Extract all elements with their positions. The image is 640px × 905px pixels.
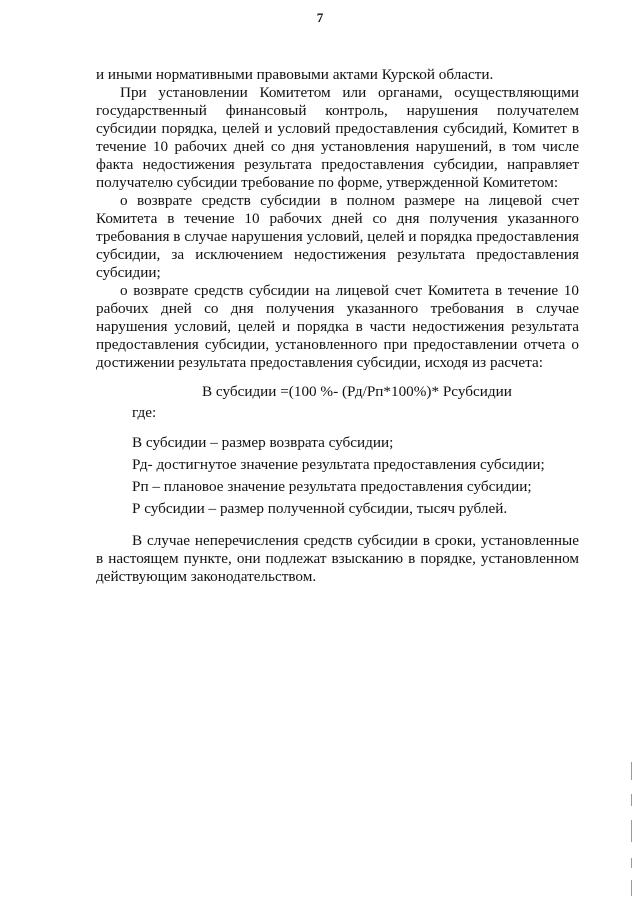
paragraph-1: и иными нормативными правовыми актами Курской области. xyxy=(96,66,494,83)
paragraph-2: При установлении Комитетом или органами, осуществляющими государственный финансовый контроль, нарушения получателем субсидии порядка, целей и условий предоставления субсидий, Комитет в течение 10 рабочих дней со дня установления нарушений, в том числе факта недостижения результата предоставления субсидии, направляет получателю субсидии требование по форме, утвержденной Комитетом: xyxy=(96,84,579,191)
where-label: где: xyxy=(132,404,157,421)
refund-formula: В субсидии =(100 %- (Рд/Рп*100%)* Рсубсидии xyxy=(202,383,512,400)
scan-edge-marks xyxy=(631,762,633,902)
paragraph-4: о возврате средств субсидии на лицевой счет Комитета в течение 10 рабочих дней со дня получения указанного требования в случае нарушения условий, целей и порядка в части недостижения результата предоставления субсидии, установленного при предоставлении отчета о достижении результата предоставления субсидии, исходя из расчета: xyxy=(96,282,579,371)
definition-item: Рд- достигнутое значение результата предоставления субсидии; xyxy=(132,456,545,473)
closing-paragraph: В случае неперечисления средств субсидии в сроки, установленные в настоящем пункте, они подлежат взысканию в порядке, установленном действующим законодательством. xyxy=(96,532,579,585)
definition-item: Рп – плановое значение результата предоставления субсидии; xyxy=(132,478,532,495)
definitions-list xyxy=(132,432,545,520)
paragraph-3: о возврате средств субсидии в полном размере на лицевой счет Комитета в течение 10 рабочих дней со дня получения указанного требования в случае нарушения условий, целей и порядка предоставления субсидии, за исключением недостижения результата предоставления субсидии; xyxy=(96,192,579,281)
document-body xyxy=(96,66,579,372)
definition-item: В субсидии – размер возврата субсидии; xyxy=(132,434,394,451)
definition-item: Р субсидии – размер полученной субсидии, тысяч рублей. xyxy=(132,500,508,517)
page-number: 7 xyxy=(316,10,324,25)
